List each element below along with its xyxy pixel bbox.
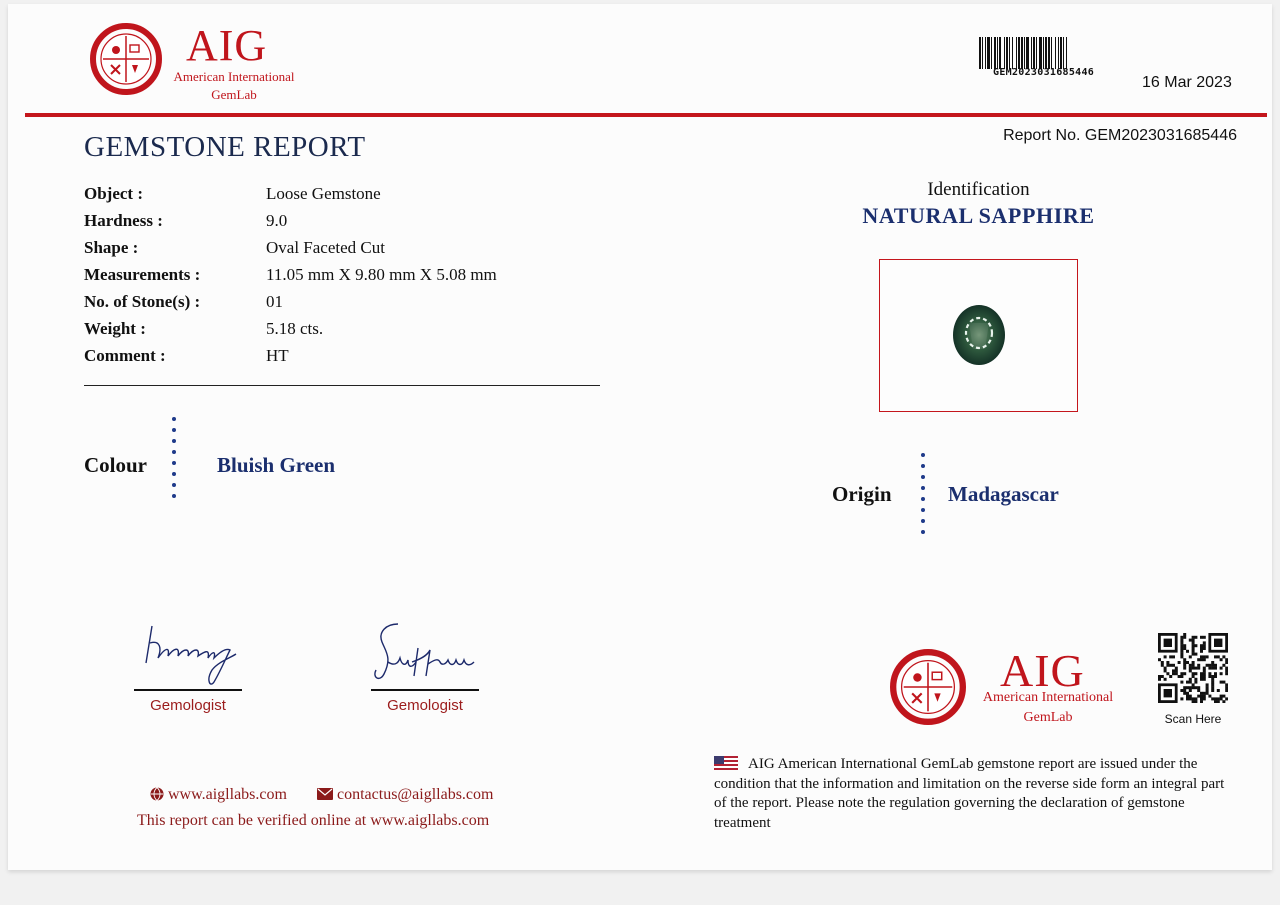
scan-here-label: Scan Here (1164, 712, 1222, 726)
qr-code-image[interactable] (1158, 633, 1228, 703)
properties-divider (84, 385, 600, 386)
property-value: Loose Gemstone (266, 184, 381, 203)
identification-value: NATURAL SAPPHIRE (862, 203, 1095, 228)
footer-logo-word: AIG (1000, 645, 1085, 696)
aig-logo-footer (890, 645, 1130, 728)
property-value: 11.05 mm X 9.80 mm X 5.08 mm (266, 265, 497, 284)
property-value: 01 (266, 292, 283, 311)
gemstone-photo-frame (879, 259, 1078, 412)
footer-logo-line2: GemLab (1023, 710, 1073, 725)
property-key: Hardness : (84, 211, 163, 230)
property-key: Measurements : (84, 265, 201, 284)
signature-1 (140, 618, 250, 688)
colour-value: Bluish Green (217, 453, 336, 477)
logo-line2: GemLab (211, 87, 257, 102)
barcode-text: GEM2023031685446 (993, 67, 1095, 78)
gemstone-image (879, 259, 1078, 412)
origin-label: Origin (832, 482, 892, 506)
property-key: Weight : (84, 319, 146, 338)
report-date: 16 Mar 2023 (1142, 74, 1232, 91)
globe-icon (150, 787, 164, 801)
email-link-group[interactable] (317, 786, 493, 804)
website-link[interactable]: www.aigllabs.com (168, 786, 287, 803)
property-value: HT (266, 346, 289, 365)
email-link[interactable]: contactus@aigllabs.com (337, 786, 494, 803)
signature-2-line (371, 689, 479, 691)
barcode-image (978, 37, 1138, 69)
aig-seal-icon (890, 649, 966, 725)
origin-value: Madagascar (948, 482, 1059, 506)
page-title: GEMSTONE REPORT (84, 131, 366, 163)
property-value: 9.0 (266, 211, 288, 230)
property-key: No. of Stone(s) : (84, 292, 201, 311)
envelope-icon (317, 788, 333, 800)
gemologist-1-label: Gemologist (150, 697, 226, 714)
gemologist-2-label: Gemologist (387, 697, 463, 714)
signature-2 (368, 618, 488, 688)
property-key: Comment : (84, 346, 166, 365)
footer-logo-line1: American International (982, 690, 1114, 705)
logo-word: AIG (186, 21, 268, 70)
aig-logo-header (90, 22, 310, 102)
identification-label: Identification (927, 179, 1030, 200)
property-key: Shape : (84, 238, 139, 257)
property-key: Object : (84, 184, 144, 203)
property-value: 5.18 cts. (266, 319, 324, 338)
website-link-group[interactable] (150, 786, 287, 804)
report-number: Report No. GEM2023031685446 (1003, 127, 1237, 144)
aig-seal-icon (90, 23, 162, 95)
verify-text: This report can be verified online at www.aigllabs.com (137, 812, 490, 829)
colour-dotted-separator (172, 417, 178, 505)
logo-line1: American International (173, 69, 295, 84)
property-value: Oval Faceted Cut (266, 238, 385, 257)
disclaimer-text: AIG American International GemLab gemstone report are issued under the condition that the information and limitation on the reverse side form an integral part of the report. Please note the regulation governing the declaration of gemstone treatment (714, 756, 1225, 831)
signature-1-line (134, 689, 242, 691)
colour-label: Colour (84, 453, 147, 477)
header-divider (25, 113, 1267, 117)
origin-dotted-separator (921, 453, 927, 541)
